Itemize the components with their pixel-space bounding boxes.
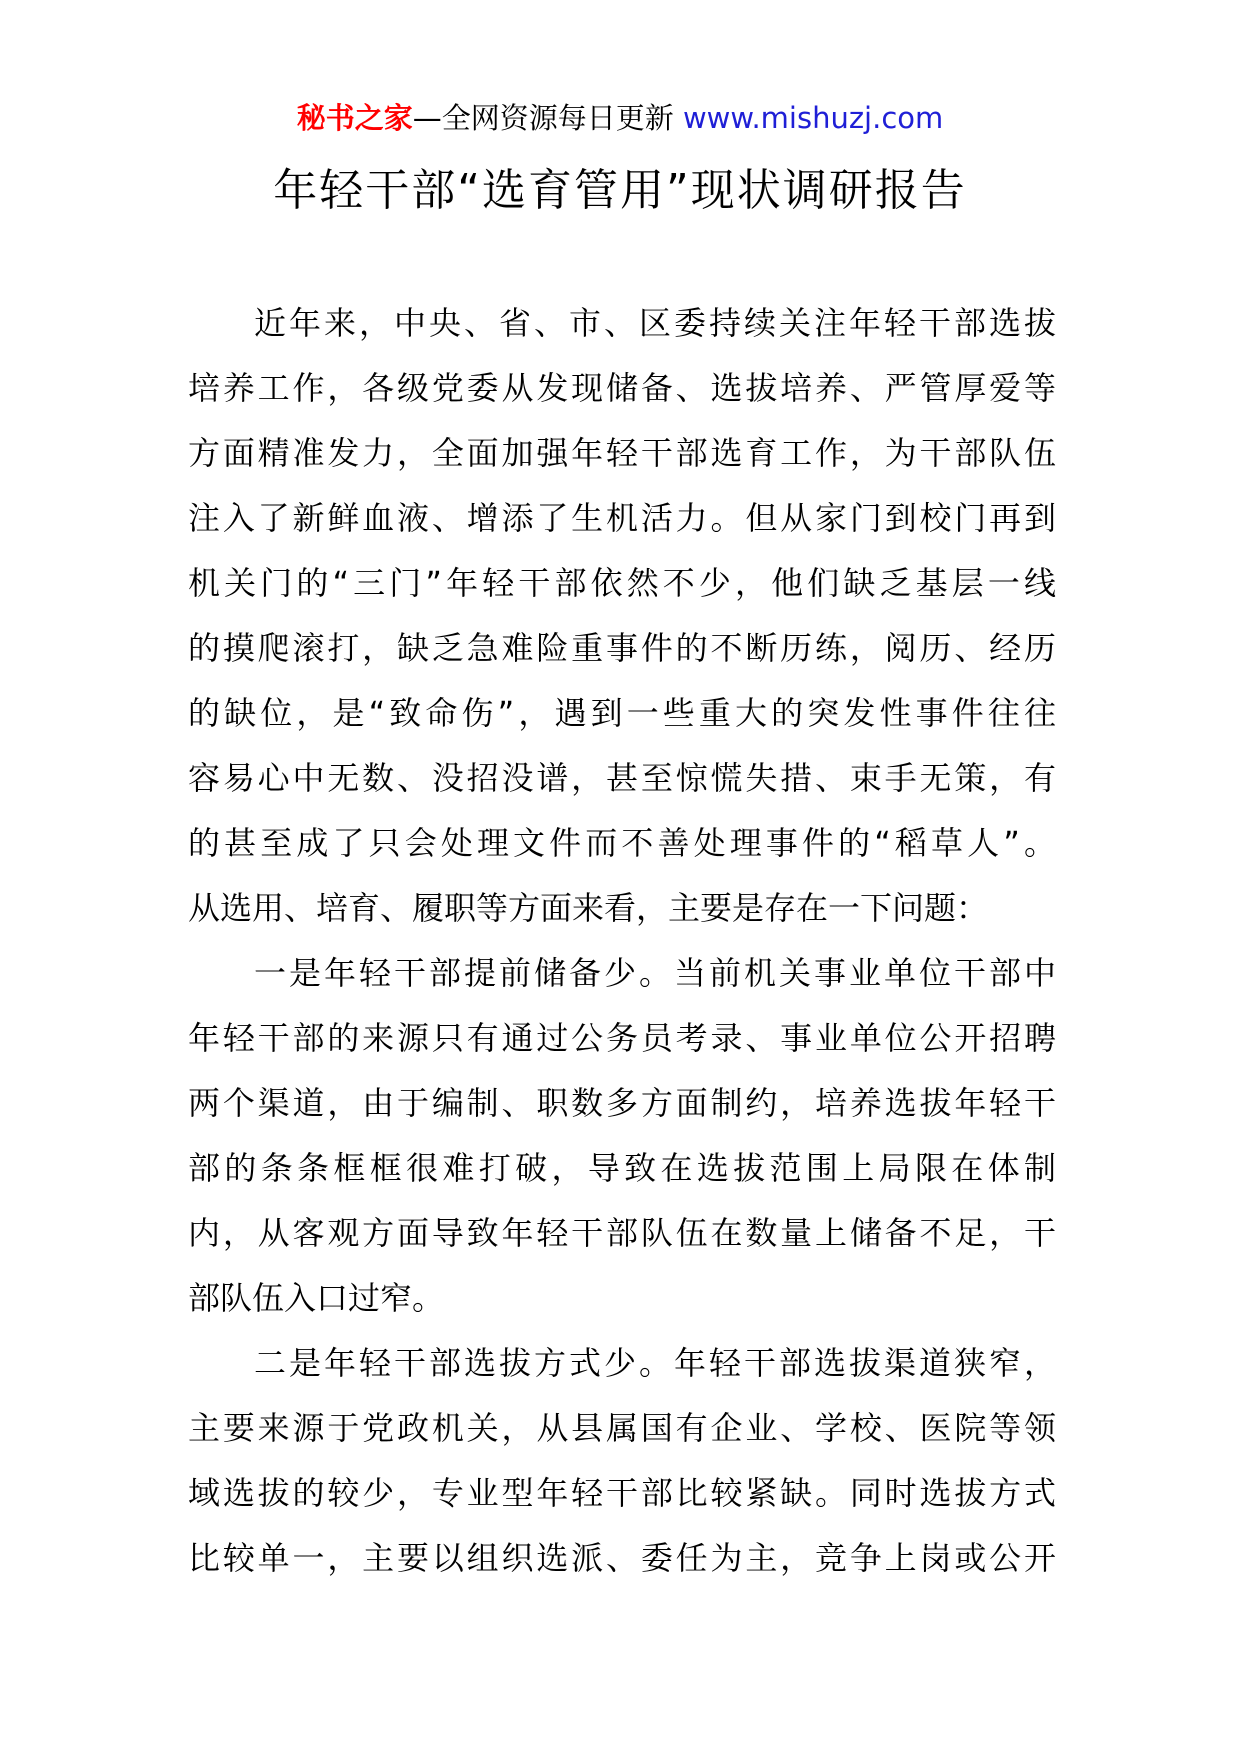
paragraph-line: 两个渠道，由于编制、职数多方面制约，培养选拔年轻干 xyxy=(188,1084,1056,1122)
header-tagline: —全网资源每日更新 xyxy=(412,101,674,135)
paragraph-line: 的缺位，是“致命伤”，遇到一些重大的突发性事件往往 xyxy=(188,694,1056,732)
site-header xyxy=(0,98,1240,138)
document-title: 年轻干部“选育管用”现状调研报告 xyxy=(273,165,967,216)
paragraph-line: 域选拔的较少，专业型年轻干部比较紧缺。同时选拔方式 xyxy=(188,1474,1056,1512)
paragraph-line: 方面精准发力，全面加强年轻干部选育工作，为干部队伍 xyxy=(188,434,1056,472)
paragraph-line: 一是年轻干部提前储备少。当前机关事业单位干部中 xyxy=(254,954,1056,992)
paragraph-line: 二是年轻干部选拔方式少。年轻干部选拔渠道狭窄， xyxy=(254,1344,1056,1382)
paragraph-line: 培养工作，各级党委从发现储备、选拔培养、严管厚爱等 xyxy=(188,369,1056,407)
paragraph-line: 容易心中无数、没招没谱，甚至惊慌失措、束手无策，有 xyxy=(188,759,1056,797)
paragraph-line: 从选用、培育、履职等方面来看，主要是存在一下问题： xyxy=(188,889,989,927)
paragraph-line: 年轻干部的来源只有通过公务员考录、事业单位公开招聘 xyxy=(188,1019,1056,1057)
paragraph-line: 主要来源于党政机关，从县属国有企业、学校、医院等领 xyxy=(188,1409,1056,1447)
site-url-link[interactable]: www.mishuzj.com xyxy=(682,101,944,135)
paragraph-line: 注入了新鲜血液、增添了生机活力。但从家门到校门再到 xyxy=(188,499,1056,537)
paragraph-line: 部的条条框框很难打破，导致在选拔范围上局限在体制 xyxy=(188,1149,1056,1187)
paragraph-line: 比较单一，主要以组织选派、委任为主，竞争上岗或公开 xyxy=(188,1539,1056,1577)
paragraph-line: 内，从客观方面导致年轻干部队伍在数量上储备不足，干 xyxy=(188,1214,1056,1252)
brand-name: 秘书之家 xyxy=(296,101,413,135)
paragraph-line: 近年来，中央、省、市、区委持续关注年轻干部选拔 xyxy=(254,304,1056,342)
paragraph-line: 机关门的“三门”年轻干部依然不少，他们缺乏基层一线 xyxy=(188,564,1056,602)
paragraph-line: 部队伍入口过窄。 xyxy=(188,1279,445,1317)
paragraph-line: 的甚至成了只会处理文件而不善处理事件的“稻草人”。 xyxy=(188,824,1056,862)
document-body xyxy=(188,291,1056,1591)
paragraph-line: 的摸爬滚打，缺乏急难险重事件的不断历练，阅历、经历 xyxy=(188,629,1056,667)
